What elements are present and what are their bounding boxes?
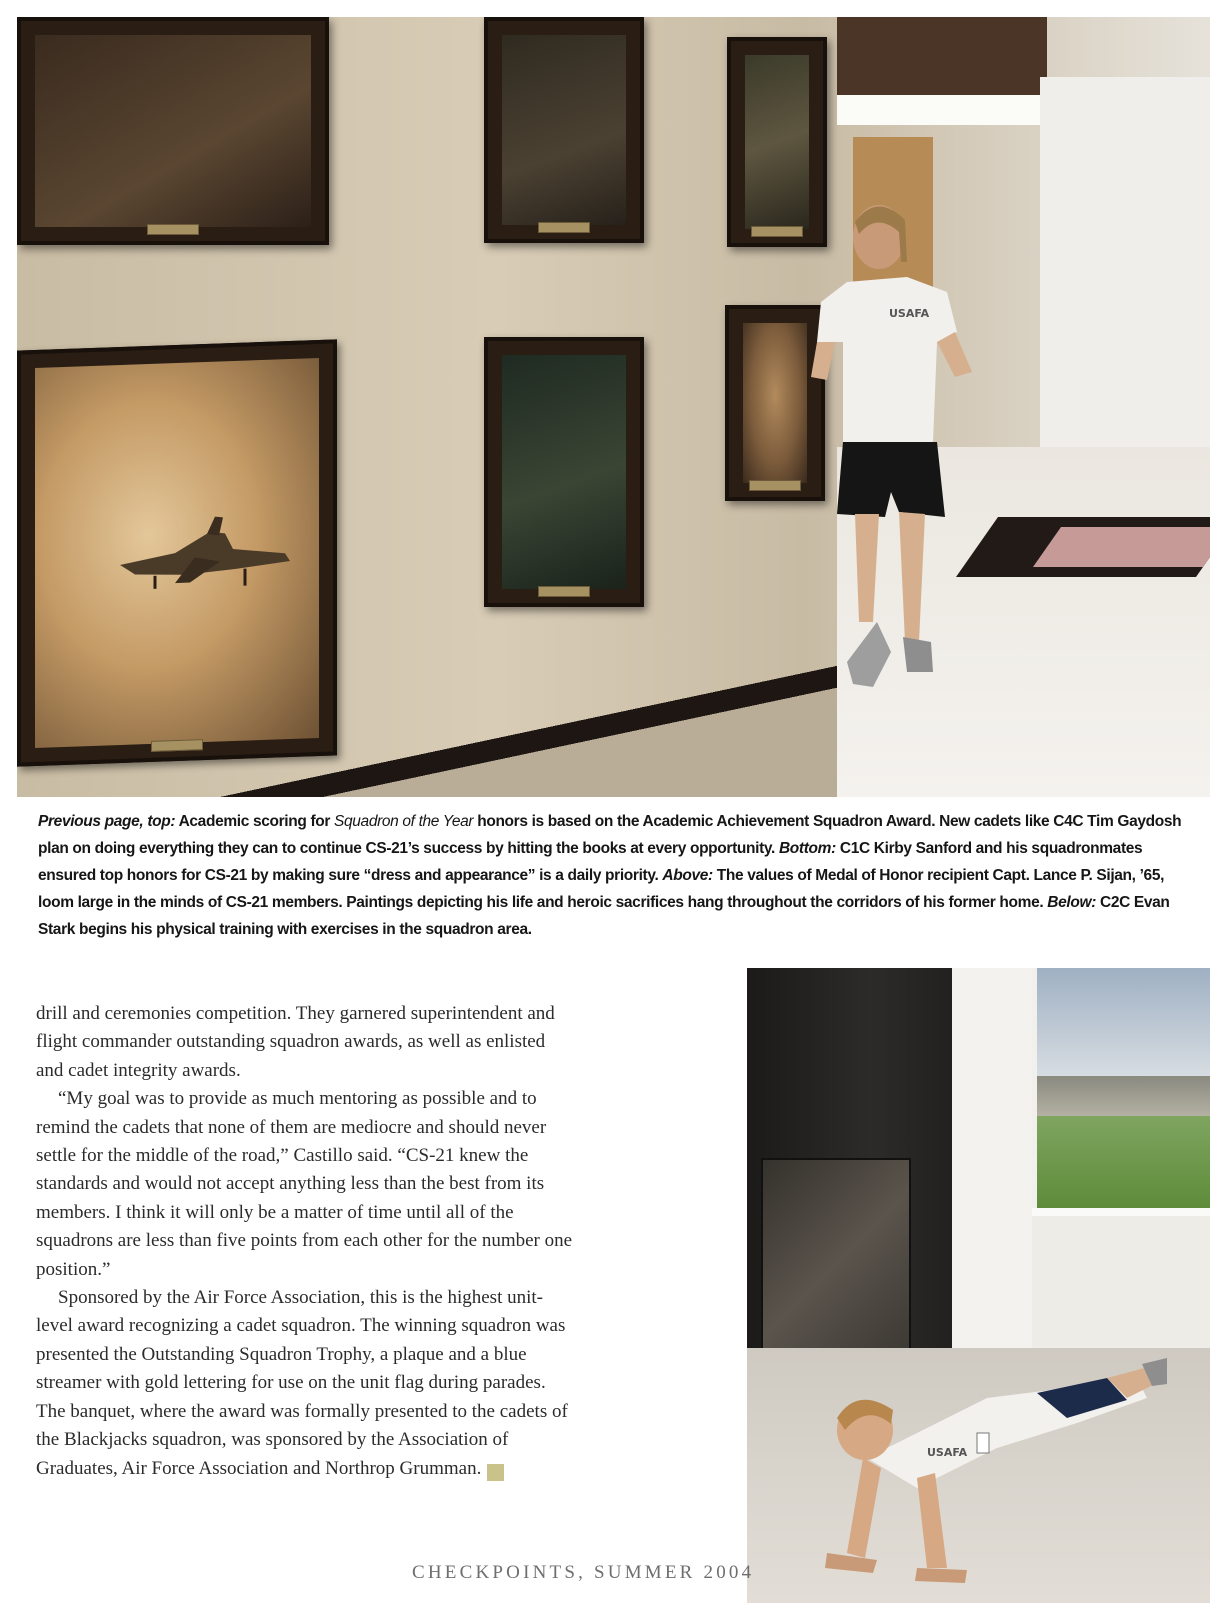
painting-portrait xyxy=(17,17,329,245)
body-paragraph-quote: “My goal was to provide as much mentoring as possible and to remind the cadets that none of them are mediocre and should never settle for the middle of the road,” Castillo said. “CS-21 knew the standards and would not accept anything less than the best from its members. I think it will only be a matter of time until all of the squadrons are less than five points from each other for the number one position.” xyxy=(36,1088,573,1280)
caption-lead-bottom: Bottom: xyxy=(778,840,836,857)
photo-caption xyxy=(38,808,1188,943)
painting-plaque xyxy=(151,739,203,752)
pushup-photo xyxy=(747,968,1210,1603)
body-paragraph: drill and ceremonies competition. They garnered superintendent and flight commander outstanding squadron awards, as well as enlisted and cadet integrity awards. xyxy=(36,1003,555,1081)
painting-jet xyxy=(17,339,337,766)
window-sill xyxy=(1032,1208,1210,1358)
caption-lead-below: Below: xyxy=(1047,894,1097,911)
caption-text: C2C Evan Stark begins his physical training with exercises in the squadron area. xyxy=(38,894,1170,938)
checkmark-box-icon: ✓ xyxy=(487,1464,504,1481)
ceiling-light xyxy=(837,95,1047,125)
painting-plaque xyxy=(749,480,801,491)
window-grass xyxy=(1037,1116,1210,1208)
page-footer: CHECKPOINTS, SUMMER 2004 xyxy=(412,1562,755,1583)
svg-text:USAFA: USAFA xyxy=(927,1446,968,1459)
caption-text: The values of Medal of Honor recipient Capt. Lance P. Sijan, ’65, loom large in the minds of CS-21 members. Paintings depicting his life and heroic sacrifices hang throughout the corridors of his former home. xyxy=(38,867,1165,911)
hallway-ceiling xyxy=(837,17,1047,95)
caption-lead-above: Above: xyxy=(662,867,713,884)
caption-lead-previous-page: Previous page, top: xyxy=(38,813,176,830)
window-sky xyxy=(1037,968,1210,1078)
body-paragraph-text: Sponsored by the Air Force Association, this is the highest unit-level award recognizing a cadet squadron. The winning squadron was presented the Outstanding Squadron Trophy, a plaque and a blue streamer with gold lettering for use on the unit flag during parades. The banquet, where the award was formally presented to the cadets of the Blackjacks squadron, was sponsored by the Association of Graduates, Air Force Association and Northrop Grumman. xyxy=(36,1287,568,1479)
caption-text: C1C Kirby Sanford and his squadronmates ensured top honors for CS-21 by making sure “dress and appearance” is a daily priority. xyxy=(38,840,1143,884)
far-hallway-wall xyxy=(1040,77,1210,457)
svg-text:USAFA: USAFA xyxy=(889,307,930,320)
painting-plaque xyxy=(147,224,199,235)
caption-text: Academic scoring for xyxy=(175,813,335,830)
painting-plaque xyxy=(538,586,590,597)
window-building xyxy=(1037,1076,1210,1116)
pushup-cadet xyxy=(807,1338,1167,1598)
article-body xyxy=(36,1000,576,1483)
caption-text: honors is based on the Academic Achievement Squadron Award. New cadets like C4C Tim Gaydosh plan on doing everything they can to continue CS-21’s success by hitting the books at every opportunity. xyxy=(38,813,1182,857)
hallway-runner-photo xyxy=(17,17,1210,797)
running-cadet xyxy=(807,192,1007,702)
body-paragraph xyxy=(36,1284,576,1483)
caption-award-name: Squadron of the Year xyxy=(334,813,474,830)
light-wall xyxy=(952,968,1032,1348)
painting xyxy=(484,337,644,607)
jet-aircraft-icon xyxy=(115,509,295,595)
floor-tile-pink xyxy=(1033,527,1210,567)
painting-plaque xyxy=(538,222,590,233)
painting-plaque xyxy=(751,226,803,237)
painting xyxy=(484,17,644,243)
